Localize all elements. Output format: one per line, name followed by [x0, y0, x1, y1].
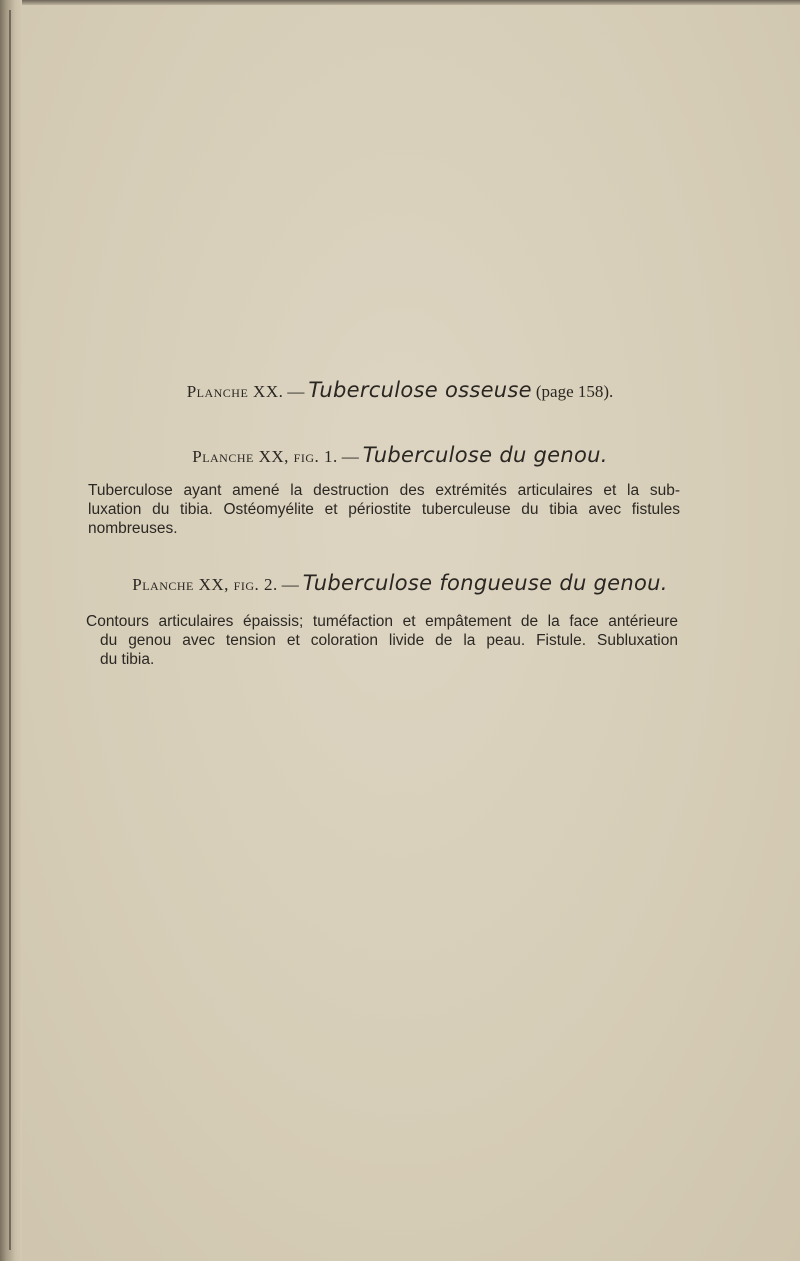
figure-2-title: Tuberculose fongueuse du genou. [302, 571, 668, 595]
figure-2-description-line: du tibia. [100, 651, 155, 668]
figure-1-label: Planche XX, fig. 1. [192, 447, 338, 466]
figure-2-description-line: du genou avec tension et coloration livide de la peau. Fistule. Subluxation [100, 632, 678, 649]
figure-1-title: Tuberculose du genou. [362, 443, 608, 467]
figure-1-description-line: Tuberculose ayant amené la destruction des extrémités articulaires et la sub- [88, 482, 680, 499]
page-top-edge [0, 0, 800, 5]
figure-1-heading [0, 443, 800, 467]
figure-2-description-line: Contours articulaires épaissis; tuméfaction et empâtement de la face antérieure [86, 613, 678, 630]
figure-1-description-line: luxation du tibia. Ostéomyélite et périostite tuberculeuse du tibia avec fistules [88, 501, 680, 518]
plate-title: Tuberculose osseuse [308, 378, 532, 402]
figure-1-dash: — [341, 447, 359, 466]
figure-1-description [88, 481, 680, 538]
plate-label: Planche XX. [186, 382, 284, 401]
figure-2-heading [0, 571, 800, 595]
figure-2-dash: — [281, 575, 299, 594]
figure-2-description [86, 612, 678, 669]
book-binding [0, 0, 22, 1261]
plate-heading [0, 378, 800, 402]
plate-dash: — [287, 382, 305, 401]
figure-1-description-line: nombreuses. [88, 520, 178, 537]
plate-page-ref: (page 158). [535, 382, 614, 401]
figure-2-label: Planche XX, fig. 2. [132, 575, 278, 594]
